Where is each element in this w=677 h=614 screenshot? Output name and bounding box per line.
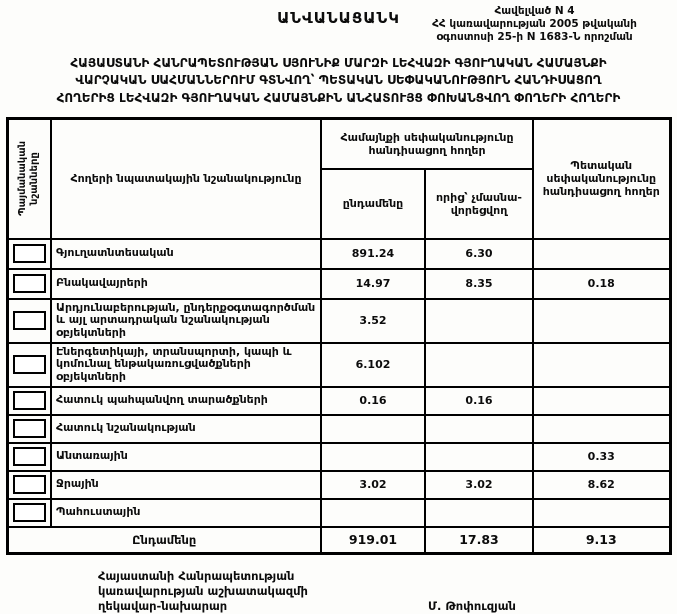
community-total-value: 14.97 [321, 269, 425, 299]
legend-box [13, 355, 46, 374]
community-total-value [321, 415, 425, 443]
land-purpose-label: Բնակավայրերի [51, 269, 321, 299]
state-value [533, 499, 670, 527]
land-purpose-label: Էներգետիկայի, տրանսպորտի, կապի և կոմունալ ենթակառուցվածքների օբյեկտների [51, 343, 321, 387]
land-transfer-table [6, 117, 672, 555]
land-purpose-label: Անտառային [51, 443, 321, 471]
legend-box [13, 475, 46, 494]
table-body [7, 239, 670, 527]
nonprivatizable-value [425, 499, 533, 527]
column-header-state: Պետական սեփականությունը հանդիսացող հողեր [533, 119, 670, 239]
appendix-line: ՀՀ կառավարության 2005 թվականի [432, 18, 637, 31]
state-value: 0.18 [533, 269, 670, 299]
table-row [7, 269, 670, 299]
state-value: 0.33 [533, 443, 670, 471]
signatory-name: Մ. Թոփուզյան [428, 598, 516, 613]
nonprivatizable-value [425, 343, 533, 387]
document-heading [0, 55, 677, 107]
legend-symbol-cell [7, 299, 51, 343]
total-community: 919.01 [321, 527, 425, 554]
land-purpose-label: Գյուղատնտեսական [51, 239, 321, 269]
signature-title-line: ղեկավար-նախարար [98, 598, 228, 613]
nonprivatizable-value [425, 415, 533, 443]
legend-box [13, 447, 46, 466]
table-row [7, 471, 670, 499]
legend-symbol-cell [7, 499, 51, 527]
table-row [7, 499, 670, 527]
state-value: 8.62 [533, 471, 670, 499]
legend-symbol-cell [7, 387, 51, 415]
symbols-header-text: Պայմանական նշանները [17, 141, 41, 217]
legend-box [13, 391, 46, 410]
legend-box [13, 244, 46, 263]
legend-box [13, 311, 46, 330]
signature-block [98, 569, 677, 614]
nonprivatizable-value [425, 299, 533, 343]
legend-symbol-cell [7, 343, 51, 387]
nonprivatizable-value [425, 443, 533, 471]
table-row [7, 387, 670, 415]
state-value [533, 387, 670, 415]
community-total-value [321, 443, 425, 471]
community-total-value [321, 499, 425, 527]
state-value [533, 343, 670, 387]
nonprivatizable-value: 6.30 [425, 239, 533, 269]
legend-symbol-cell [7, 415, 51, 443]
table-row [7, 443, 670, 471]
state-value [533, 299, 670, 343]
community-total-value: 891.24 [321, 239, 425, 269]
column-header-symbols [7, 119, 51, 239]
nonprivatizable-value: 8.35 [425, 269, 533, 299]
heading-line: ՀՈՂԵՐԻՑ ԼԵՀՎԱԶԻ ԳՅՈՒՂԱԿԱՆ ՀԱՄԱՅՆՔԻՆ ԱՆՀԱՏՈՒՅՑ ՓՈԽԱՆՑՎՈՂ ՓՈՂԵՐԻ ՀՈՂԵՐԻ [56, 90, 621, 105]
table-row [7, 343, 670, 387]
heading-line: ՀԱՅԱՍՏԱՆԻ ՀԱՆՐԱՊԵՏՈՒԹՅԱՆ ՍՅՈՒՆԻՔ ՄԱՐԶԻ ԼԵՀՎԱԶԻ ԳՅՈՒՂԱԿԱՆ ՀԱՄԱՅՆՔԻ [70, 56, 607, 70]
page-title: ԱՆՎԱՆԱՑԱՆԿ [277, 9, 400, 27]
community-total-value: 3.52 [321, 299, 425, 343]
community-total-value: 3.02 [321, 471, 425, 499]
nonprivatizable-value: 0.16 [425, 387, 533, 415]
community-total-value: 0.16 [321, 387, 425, 415]
table-row [7, 239, 670, 269]
column-header-total: ընդամենը [321, 169, 425, 239]
appendix-reference [392, 5, 677, 44]
total-row-label: Ընդամենը [7, 527, 321, 554]
column-header-community-group: Համայնքի սեփականությունը հանդիսացող հողեր [321, 119, 533, 169]
legend-box [13, 503, 46, 522]
community-total-value: 6.102 [321, 343, 425, 387]
legend-symbol-cell [7, 443, 51, 471]
table-row [7, 415, 670, 443]
appendix-line: օգոստոսի 25-ի N 1683-Ն որոշման [436, 31, 633, 44]
appendix-line: Հավելված N 4 [494, 5, 575, 17]
document-top-block [0, 4, 677, 48]
legend-symbol-cell [7, 239, 51, 269]
legend-symbol-cell [7, 471, 51, 499]
land-purpose-label: Պահուստային [51, 499, 321, 527]
column-header-nonprivatizable: որից՝ չմասնավորեցվող [425, 169, 533, 239]
legend-box [13, 419, 46, 438]
nonprivatizable-value: 3.02 [425, 471, 533, 499]
land-purpose-label: Ջրային [51, 471, 321, 499]
table-row [7, 299, 670, 343]
signature-title-line: կառավարության աշխատակազմի [98, 584, 308, 599]
land-purpose-label: Հատուկ պահպանվող տարածքների [51, 387, 321, 415]
total-row [7, 527, 670, 554]
legend-symbol-cell [7, 269, 51, 299]
legend-box [13, 274, 46, 293]
state-value [533, 415, 670, 443]
state-value [533, 239, 670, 269]
land-purpose-label: Հատուկ նշանակության [51, 415, 321, 443]
total-state: 9.13 [533, 527, 670, 554]
signature-title-line: Հայաստանի Հանրապետության [98, 569, 295, 584]
column-header-purpose: Հողերի նպատակային նշանակությունը [51, 119, 321, 239]
total-nonprivatizable: 17.83 [425, 527, 533, 554]
heading-line: ՎԱՐՉԱԿԱՆ ՍԱՀՄԱՆՆԵՐՈՒՄ ԳՏՆՎՈՂ՝ ՊԵՏԱԿԱՆ ՍԵՓԱԿԱՆՈՒԹՅՈՒՆ ՀԱՆԴԻՍԱՑՈՂ [75, 73, 602, 88]
land-purpose-label: Արդյունաբերության, ընդերքօգտագործման և այլ արտադրական նշանակության օբյեկտների [51, 299, 321, 343]
